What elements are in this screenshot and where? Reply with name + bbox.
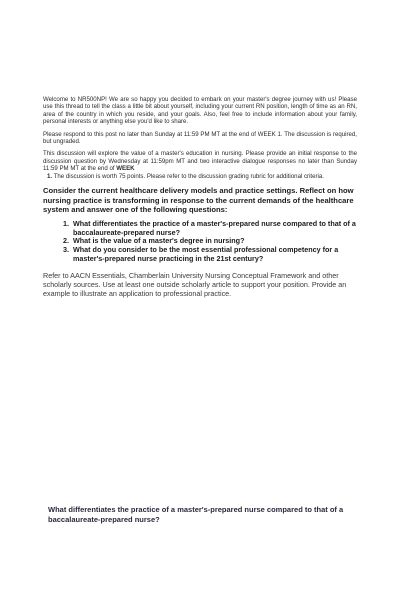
discussion-paragraph [43,150,357,172]
question-item: 1. What differentiates the practice of a master's-prepared nurse compared to that of a baccalaureate-prepared nurse? [71,220,357,238]
respond-deadline-paragraph: Please respond to this post no later than Sunday at 11:59 PM MT at the end of WEEK 1. The discussion is required, but ungraded. [43,130,357,146]
welcome-paragraph: Welcome to NR500NP! We are so happy you decided to embark on your master's degree journey with us! Please use this thread to tell the class a little bit about yourself, including your current RN position, length of time as an RN, area of the country in which you reside, and your goals. Also, feel free to include information about your family, personal interests or anything else you'd like to share. [43,96,357,126]
instructions-paragraph: Refer to AACN Essentials, Chamberlain University Nursing Conceptual Framework and other scholarly sources. Use at least one outside scholarly article to support your position. Provide an example to illustrate an application to professional practice. [43,270,347,298]
document-page [43,96,357,298]
discussion-text: This discussion will explore the value of a master's education in nursing. Please provide an initial response to the discussion question by Wednesday at 11:59pm MT and two interactive dialogue responses no later than Sunday 11:59 PM MT at the end of [43,150,357,173]
points-note-text: The discussion is worth 75 points. Please refer to the discussion grading rubric for additional criteria. [53,172,324,180]
discussion-week: WEEK [116,165,135,173]
points-note-number: 1. [47,172,53,180]
question-item: 3. What do you consider to be the most essential professional competency for a master's-prepared nurse practicing in the 21st century? [71,246,357,264]
question-list [43,220,357,264]
question-item: 2. What is the value of a master's degree in nursing? [71,237,357,246]
response-heading: What differentiates the practice of a master's-prepared nurse compared to that of a baccalaureate-prepared nurse? [48,505,344,524]
points-note [43,173,357,180]
prompt-heading: Consider the current healthcare delivery models and practice settings. Reflect on how nursing practice is transforming in response to the current demands of the healthcare system and answer one of the following questions: [43,186,354,215]
